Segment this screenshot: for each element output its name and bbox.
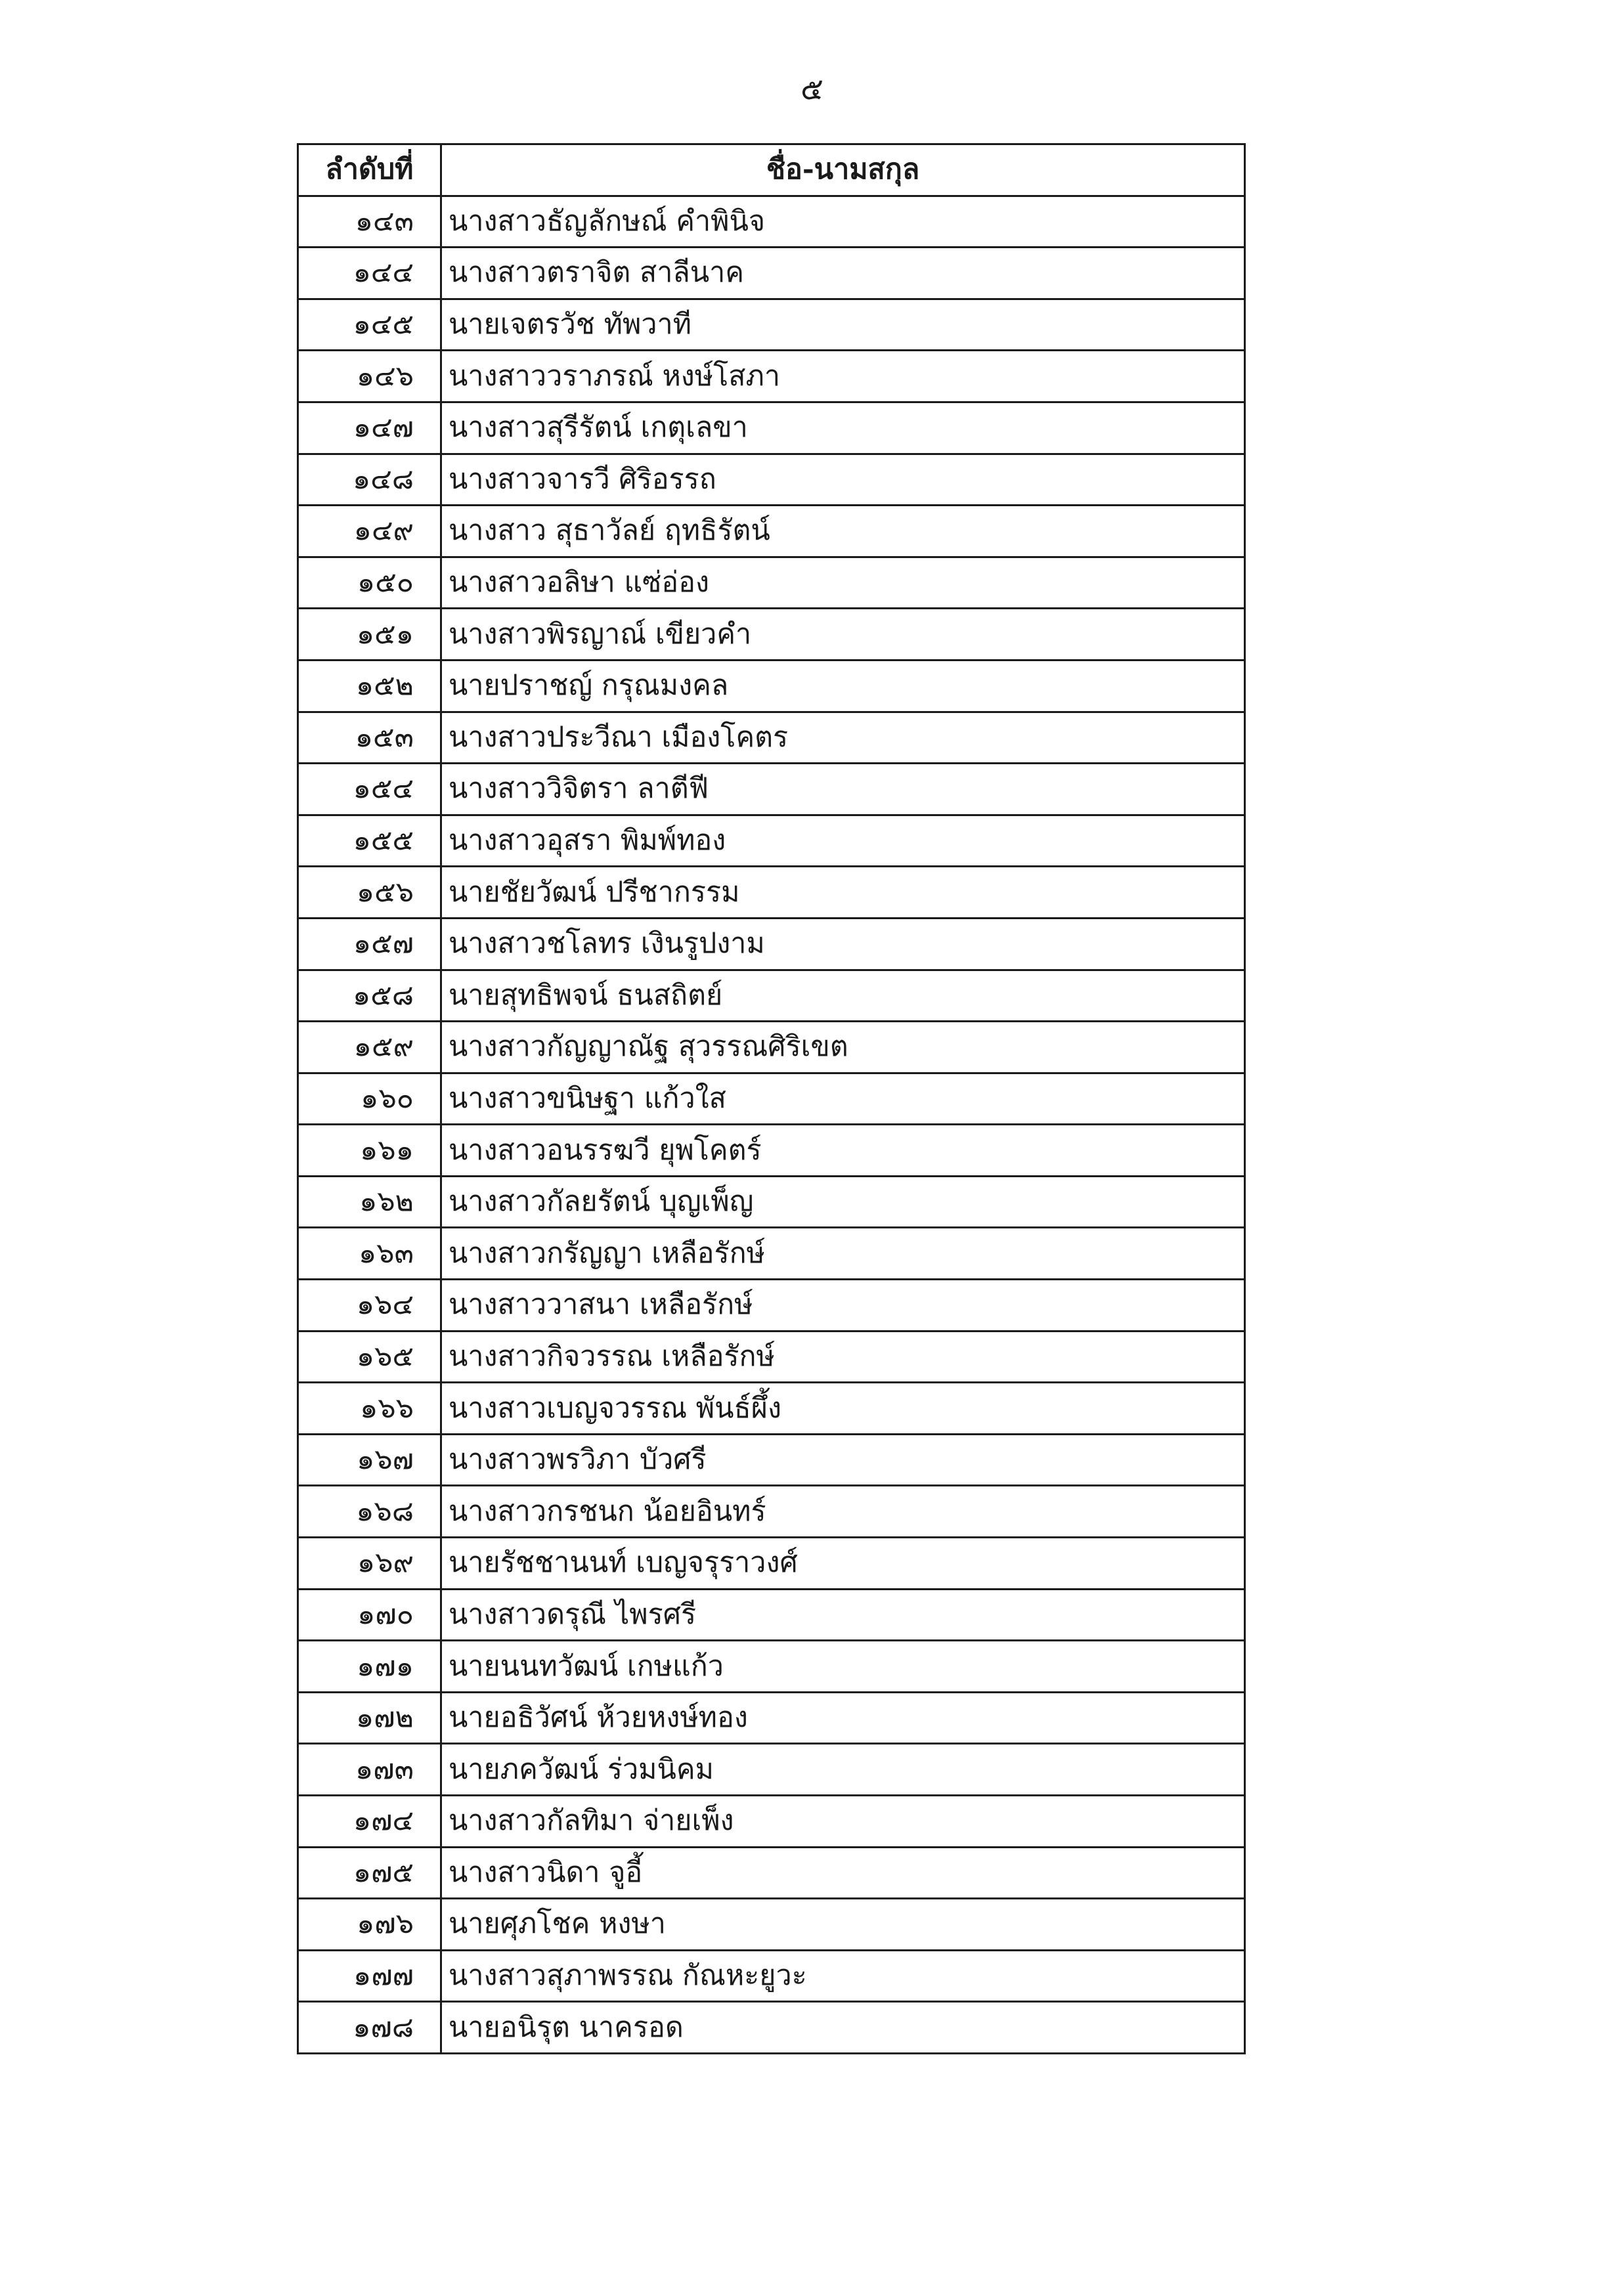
row-full-name: นางสาวธัญลักษณ์ คำพินิจ bbox=[441, 196, 1245, 248]
table-row bbox=[298, 1899, 1245, 1951]
table-row bbox=[298, 402, 1245, 454]
row-number: ๑๕๐ bbox=[298, 557, 441, 609]
row-full-name: นางสาวสุภาพรรณ กัณหะยูวะ bbox=[441, 1950, 1245, 2002]
row-number: ๑๗๘ bbox=[298, 2002, 441, 2054]
row-number: ๑๖๔ bbox=[298, 1280, 441, 1332]
row-number: ๑๗๗ bbox=[298, 1950, 441, 2002]
table-row bbox=[298, 918, 1245, 970]
row-number: ๑๕๙ bbox=[298, 1022, 441, 1073]
table-row bbox=[298, 1538, 1245, 1590]
row-full-name: นางสาวอลิษา แซ่อ่อง bbox=[441, 557, 1245, 609]
row-full-name: นางสาววราภรณ์ หงษ์โสภา bbox=[441, 351, 1245, 402]
row-full-name: นายรัชชานนท์ เบญจรุราวงศ์ bbox=[441, 1538, 1245, 1590]
row-number: ๑๔๔ bbox=[298, 248, 441, 299]
row-full-name: นางสาวเบญจวรรณ พันธ์ผึ้ง bbox=[441, 1383, 1245, 1435]
row-full-name: นางสาวตราจิต สาลีนาค bbox=[441, 248, 1245, 299]
row-full-name: นายเจตรวัช ทัพวาที bbox=[441, 299, 1245, 351]
row-full-name: นางสาวพรวิภา บัวศรี bbox=[441, 1434, 1245, 1486]
table-row bbox=[298, 1950, 1245, 2002]
row-full-name: นายอนิรุต นาครอด bbox=[441, 2002, 1245, 2054]
row-number: ๑๗๒ bbox=[298, 1692, 441, 1744]
table-row bbox=[298, 815, 1245, 867]
row-number: ๑๕๓ bbox=[298, 712, 441, 764]
table-row bbox=[298, 1176, 1245, 1228]
row-full-name: นางสาวขนิษฐา แก้วใส bbox=[441, 1073, 1245, 1125]
table-row bbox=[298, 867, 1245, 919]
row-number: ๑๗๔ bbox=[298, 1796, 441, 1848]
table-row bbox=[298, 299, 1245, 351]
table-row bbox=[298, 1589, 1245, 1641]
row-number: ๑๔๖ bbox=[298, 351, 441, 402]
row-full-name: นางสาวกัญญาณัฐ สุวรรณศิริเขต bbox=[441, 1022, 1245, 1073]
header-order: ลำดับที่ bbox=[298, 144, 441, 196]
row-full-name: นางสาวนิดา จูอี้ bbox=[441, 1847, 1245, 1899]
table-row bbox=[298, 1641, 1245, 1693]
row-number: ๑๖๐ bbox=[298, 1073, 441, 1125]
table-row bbox=[298, 1847, 1245, 1899]
table-row bbox=[298, 970, 1245, 1022]
table-row bbox=[298, 506, 1245, 557]
table-row bbox=[298, 1125, 1245, 1177]
row-full-name: นางสาวชโลทร เงินรูปงาม bbox=[441, 918, 1245, 970]
row-full-name: นางสาวจารวี ศิริอรรถ bbox=[441, 454, 1245, 506]
row-full-name: นางสาวพิรญาณ์ เขียวคำ bbox=[441, 609, 1245, 661]
row-full-name: นางสาวสุรีรัตน์ เกตุเลขา bbox=[441, 402, 1245, 454]
name-list-table bbox=[297, 143, 1246, 2054]
row-number: ๑๔๘ bbox=[298, 454, 441, 506]
table-row bbox=[298, 1280, 1245, 1332]
table-row bbox=[298, 660, 1245, 712]
row-number: ๑๗๐ bbox=[298, 1589, 441, 1641]
table-row bbox=[298, 248, 1245, 299]
row-number: ๑๔๕ bbox=[298, 299, 441, 351]
table-row bbox=[298, 1744, 1245, 1796]
page-number: ๕ bbox=[801, 71, 823, 106]
row-number: ๑๗๕ bbox=[298, 1847, 441, 1899]
table-row bbox=[298, 1692, 1245, 1744]
row-number: ๑๕๘ bbox=[298, 970, 441, 1022]
row-full-name: นางสาวกัลทิมา จ่ายเพ็ง bbox=[441, 1796, 1245, 1848]
row-number: ๑๕๗ bbox=[298, 918, 441, 970]
row-number: ๑๕๕ bbox=[298, 815, 441, 867]
table-row bbox=[298, 712, 1245, 764]
row-full-name: นางสาวดรุณี ไพรศรี bbox=[441, 1589, 1245, 1641]
row-number: ๑๗๑ bbox=[298, 1641, 441, 1693]
table-row bbox=[298, 2002, 1245, 2054]
table-row bbox=[298, 1434, 1245, 1486]
row-number: ๑๖๙ bbox=[298, 1538, 441, 1590]
table-row bbox=[298, 454, 1245, 506]
table-row bbox=[298, 1073, 1245, 1125]
row-full-name: นายชัยวัฒน์ ปรีชากรรม bbox=[441, 867, 1245, 919]
row-full-name: นายปราชญ์ กรุณมงคล bbox=[441, 660, 1245, 712]
row-full-name: นางสาวกรชนก น้อยอินทร์ bbox=[441, 1486, 1245, 1538]
row-number: ๑๖๓ bbox=[298, 1228, 441, 1280]
table-row bbox=[298, 1331, 1245, 1383]
row-full-name: นางสาววิจิตรา ลาตีฟี bbox=[441, 764, 1245, 815]
row-full-name: นายนนทวัฒน์ เกษแก้ว bbox=[441, 1641, 1245, 1693]
table-row bbox=[298, 609, 1245, 661]
row-full-name: นางสาวอุสรา พิมพ์ทอง bbox=[441, 815, 1245, 867]
row-number: ๑๖๒ bbox=[298, 1176, 441, 1228]
table-row bbox=[298, 557, 1245, 609]
table-row bbox=[298, 351, 1245, 402]
row-number: ๑๕๑ bbox=[298, 609, 441, 661]
row-number: ๑๗๓ bbox=[298, 1744, 441, 1796]
row-full-name: นายอธิวัศน์ ห้วยหงษ์ทอง bbox=[441, 1692, 1245, 1744]
row-number: ๑๔๗ bbox=[298, 402, 441, 454]
table-row bbox=[298, 764, 1245, 815]
row-number: ๑๔๓ bbox=[298, 196, 441, 248]
row-full-name: นางสาว สุธาวัลย์ ฤทธิรัตน์ bbox=[441, 506, 1245, 557]
row-number: ๑๔๙ bbox=[298, 506, 441, 557]
table-body bbox=[298, 196, 1245, 2053]
row-full-name: นางสาววาสนา เหลือรักษ์ bbox=[441, 1280, 1245, 1332]
row-full-name: นางสาวกิจวรรณ เหลือรักษ์ bbox=[441, 1331, 1245, 1383]
row-number: ๑๕๒ bbox=[298, 660, 441, 712]
table-row bbox=[298, 1022, 1245, 1073]
row-number: ๑๖๖ bbox=[298, 1383, 441, 1435]
row-full-name: นางสาวประวีณา เมืองโคตร bbox=[441, 712, 1245, 764]
table-row bbox=[298, 1383, 1245, 1435]
row-number: ๑๖๑ bbox=[298, 1125, 441, 1177]
table-row bbox=[298, 1486, 1245, 1538]
row-full-name: นางสาวอนรรฆวี ยุพโคตร์ bbox=[441, 1125, 1245, 1177]
table-row bbox=[298, 1796, 1245, 1848]
table-row bbox=[298, 1228, 1245, 1280]
header-name: ชื่อ-นามสกุล bbox=[441, 144, 1245, 196]
table-row bbox=[298, 196, 1245, 248]
row-number: ๑๖๘ bbox=[298, 1486, 441, 1538]
row-number: ๑๗๖ bbox=[298, 1899, 441, 1951]
row-full-name: นายสุทธิพจน์ ธนสถิตย์ bbox=[441, 970, 1245, 1022]
row-full-name: นางสาวกัลยรัตน์ บุญเพ็ญ bbox=[441, 1176, 1245, 1228]
row-number: ๑๕๖ bbox=[298, 867, 441, 919]
row-full-name: นายศุภโชค หงษา bbox=[441, 1899, 1245, 1951]
table-header-row bbox=[298, 144, 1245, 196]
row-full-name: นายภควัฒน์ ร่วมนิคม bbox=[441, 1744, 1245, 1796]
row-number: ๑๕๔ bbox=[298, 764, 441, 815]
row-number: ๑๖๗ bbox=[298, 1434, 441, 1486]
row-number: ๑๖๕ bbox=[298, 1331, 441, 1383]
row-full-name: นางสาวกรัญญา เหลือรักษ์ bbox=[441, 1228, 1245, 1280]
